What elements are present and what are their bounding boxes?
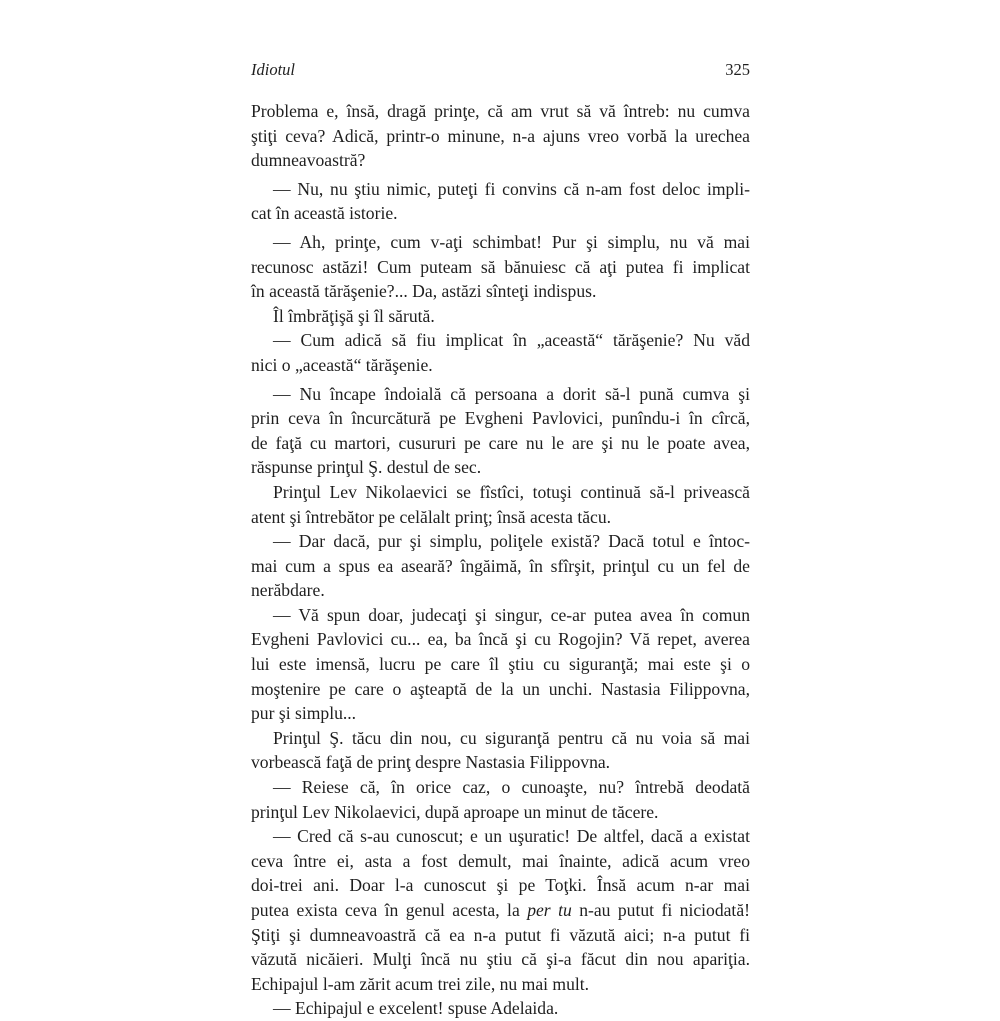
text-line: vorbească faţă de prinţ despre Nastasia Filippovna.: [251, 752, 611, 773]
text-line: — Cred că s-au cunoscut; e un uşuratic! De altfel, dacă a existat: [273, 826, 750, 847]
text-line: — Ah, prinţe, cum v-aţi schimbat! Pur şi simplu, nu vă mai: [273, 231, 750, 252]
text-line: nerăbdare.: [251, 580, 325, 601]
text-line: Prinţul Ş. tăcu din nou, cu siguranţă pentru că nu voia să mai: [273, 727, 750, 748]
text-line: doi-trei ani. Doar l-a cunoscut şi pe Toţki. Însă acum n-ar mai: [251, 875, 750, 896]
text-line: dumneavoastră?: [251, 150, 366, 171]
text-line: ştiţi ceva? Adică, printr-o minune, n-a ajuns vreo vorbă la urechea: [251, 125, 750, 146]
text-line: [251, 898, 750, 923]
text-line: — Nu, nu ştiu nimic, puteţi fi convins că n-am fost deloc impli-: [273, 178, 750, 199]
body-text: [251, 99, 750, 1021]
text-line: — Nu încape îndoială că persoana a dorit să-l pună cumva şi: [273, 383, 750, 404]
text-line: lui este imensă, lucru pe care îl ştiu cu siguranţă; mai este şi o: [251, 654, 750, 675]
text-line: Îl îmbrăţişă şi îl sărută.: [273, 305, 435, 326]
text-line: Ştiţi şi dumneavoastră că ea n-a putut fi văzută aici; n-a putut fi: [251, 924, 750, 945]
text-line: mai cum a spus ea aseară? îngăimă, în sfîrşit, prinţul cu un fel de: [251, 555, 750, 576]
text-line: — Reiese că, în orice caz, o cunoaşte, nu? întrebă deodată: [273, 777, 750, 798]
text-line: — Dar dacă, pur şi simplu, poliţele există? Dacă totul e întoc-: [273, 531, 750, 552]
italic-phrase: per tu: [527, 900, 572, 920]
text-line: prin ceva în încurcătură pe Evgheni Pavlovici, punîndu-i în cîrcă,: [251, 408, 750, 429]
text-line: de faţă cu martori, cusururi pe care nu le are şi nu le poate avea,: [251, 432, 750, 453]
text-fragment: putea exista ceva în genul acesta, la: [251, 900, 528, 920]
text-line: Problema e, însă, dragă prinţe, că am vrut să vă întreb: nu cumva: [251, 101, 750, 121]
text-line: moştenire pe care o aşteaptă de la un unchi. Nastasia Filippovna,: [251, 678, 750, 699]
text-line: în această tărăşenie?... Da, astăzi sînteţi indispus.: [251, 281, 597, 302]
text-fragment: n-au putut fi niciodată!: [571, 900, 750, 920]
text-line: prinţul Lev Nikolaevici, după aproape un minut de tăcere.: [251, 801, 659, 822]
text-line: — Echipajul e excelent! spuse Adelaida.: [273, 998, 559, 1019]
text-line: — Cum adică să fiu implicat în „această“ tărăşenie? Nu văd: [273, 330, 750, 351]
text-line: cat în această istorie.: [251, 203, 398, 224]
text-line: atent şi întrebător pe celălalt prinţ; însă acesta tăcu.: [251, 506, 612, 527]
text-line: Prinţul Lev Nikolaevici se fîstîci, totuşi continuă să-l privească: [273, 481, 750, 502]
text-line: Evgheni Pavlovici cu... ea, ba încă şi cu Rogojin? Vă repet, averea: [251, 629, 750, 650]
running-title: Idiotul: [251, 60, 295, 79]
text-line: ceva între ei, asta a fost demult, mai înainte, adică acum vreo: [251, 850, 750, 871]
text-line: recunosc astăzi! Cum puteam să bănuiesc că aţi putea fi implicat: [251, 256, 750, 277]
page-number: 325: [725, 60, 750, 79]
text-line: — Vă spun doar, judecaţi şi singur, ce-ar putea avea în comun: [273, 604, 750, 625]
page-header: [251, 60, 750, 86]
text-line: Echipajul l-am zărit acum trei zile, nu mai mult.: [251, 973, 590, 994]
text-line: văzută nicăieri. Mulţi încă nu ştiu că şi-a făcut din nou apariţia.: [251, 949, 750, 970]
text-line: pur şi simplu...: [251, 703, 357, 724]
text-line: răspunse prinţul Ş. destul de sec.: [251, 457, 482, 478]
text-line: nici o „această“ tărăşenie.: [251, 354, 433, 375]
